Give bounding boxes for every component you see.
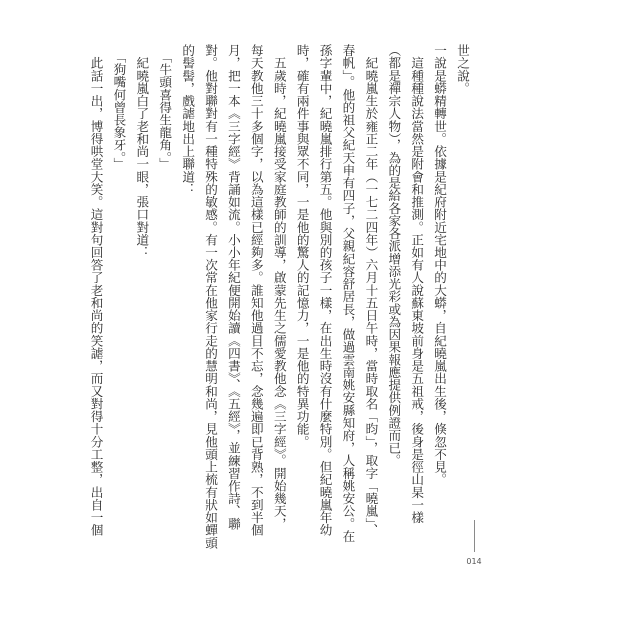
text-line: 孫字輩中，紀曉嵐排行第五。他與別的孩子一樣，在出生時沒有什麼特別。但紀曉嵐年幼 (317, 44, 333, 537)
text-line: 「狗嘴何曾長象牙。」 (111, 44, 127, 171)
text-line: 紀曉嵐白了老和尚一眼，張口對道： (134, 44, 150, 259)
text-line: 的髻髻，戲謔地出上聯道： (180, 44, 196, 196)
page-number: 014 (466, 557, 482, 566)
text-line: 此話一出，博得哄堂大笑。這對句回答了老和尚的笑謔，而又對得十分工整，出自一個 (88, 44, 104, 537)
vertical-text-column (84, 44, 473, 574)
folio-rule (474, 520, 475, 552)
text-line: 這種種說法當然是附會和推測。正如有人說蘇東坡前身是五祖戒，後身是徑山杲一樣 (409, 44, 425, 524)
text-line: 對。他對聯對有一種特殊的敏感。有一次常在他家行走的慧明和尚，見他頭上梳有狀如蟬頭 (203, 44, 219, 549)
text-line: 紀曉嵐生於雍正二年（一七二四年）六月十五日午時，當時取名「昀」，取字「曉嵐」、 (363, 44, 379, 537)
text-line: 春帆」。他的祖父紀天申有四子，父親紀容舒居長，做過雲南姚安縣知府，人稱姚安公。在 (340, 44, 356, 543)
text-line: 時，確有兩件事與眾不同，一是他的驚人的記憶力，一是他的特異功能。 (294, 44, 310, 448)
text-line: 每天教他三十多個字，以為這樣已經夠多。誰知他過目不忘，念幾遍即已背熟，不到半個 (248, 44, 264, 537)
text-line: 一說是蟒精轉世。依據是紀府附近宅地中的大蟒，自紀曉嵐出生後，倏忽不見。 (432, 44, 448, 486)
text-line: 「牛頭喜得生龍角。」 (157, 44, 173, 171)
text-line: 世之說。 (455, 44, 470, 95)
text-line: （都是禪宗人物），為的是給各家各派增添光彩或為因果報應提供例證而已。 (386, 44, 402, 467)
text-line: 五歲時，紀曉嵐接受家庭教師的訓導，啟蒙先生之儒愛教他念《三字經》。開始幾天， (271, 44, 287, 530)
text-line: 月，把一本《三字經》背誦如流。小小年紀便開始讀《四書》、《五經》，並練習作詩、聯 (225, 44, 241, 530)
